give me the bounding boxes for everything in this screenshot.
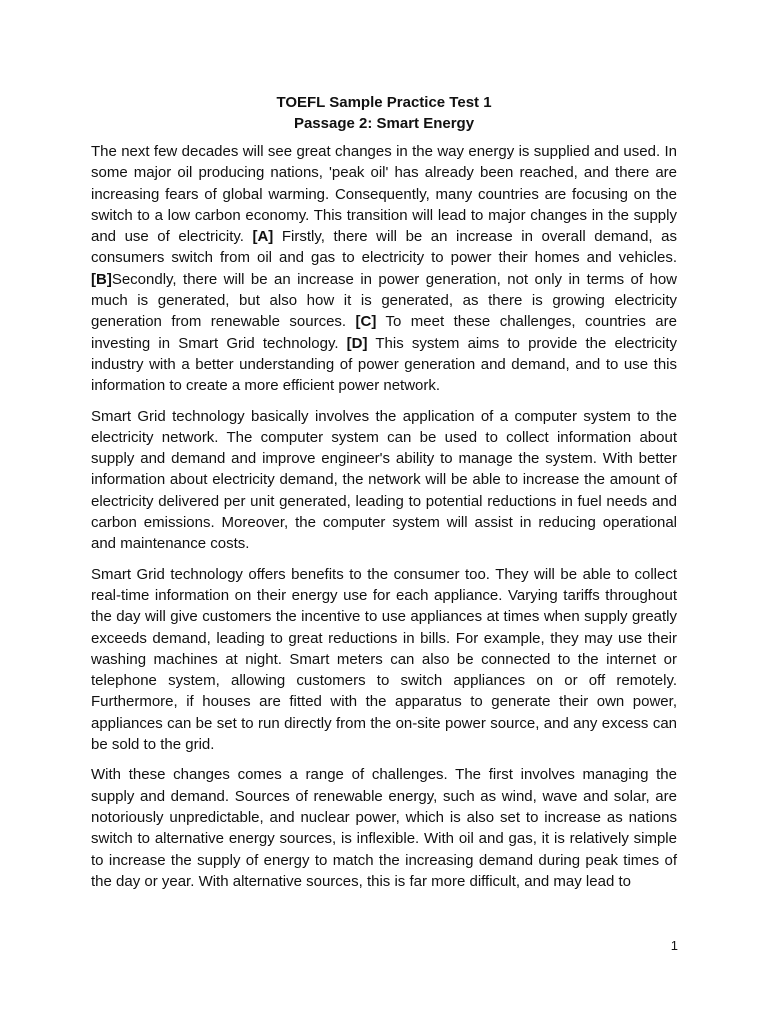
paragraph-1-text-2: Firstly, there will be an increase in overall demand, as consumers switch from oil and gas to electricity to power their homes and vehicles. — [91, 228, 677, 267]
page-number: 1 — [670, 938, 678, 953]
paragraph-1-text-3: Secondly, there will be an increase in power generation, not only in terms of how much is generated, but also how it is generated, as there is growing electricity generation from renewable sources. — [91, 270, 677, 331]
paragraph-1-text-1: The next few decades will see great changes in the way energy is supplied and used. In some major oil producing nations, 'peak oil' has already been reached, and there are increasing fears of global warming. Consequently, many countries are focusing on the switch to a low carbon economy. This transition will lead to major changes in the supply and use of electricity. — [91, 143, 677, 246]
insertion-marker-d: [D] — [346, 334, 368, 352]
paragraph-1-text-5: This system aims to provide the electricity industry with a better understanding of power generation and demand, and to use this information to create a more efficient power network. — [91, 334, 677, 395]
insertion-marker-a: [A] — [252, 228, 274, 246]
document-page — [91, 92, 677, 901]
paragraph-2: Smart Grid technology basically involves the application of a computer system to the electricity network. The computer system can be used to collect information about supply and demand and improve engineer's ability to manage the system. With better information about electricity demand, the network will be able to increase the amount of electricity delivered per unit generated, leading to potential reductions in fuel needs and carbon emissions. Moreover, the computer system will assist in reducing operational and maintenance costs. — [91, 407, 677, 553]
paragraph-3: Smart Grid technology offers benefits to the consumer too. They will be able to collect real-time information on their energy use for each appliance. Varying tariffs throughout the day will give customers the incentive to use appliances at times when supply greatly exceeds demand, leading to great reductions in bills. For example, they may use their washing machines at night. Smart meters can also be connected to the internet or telephone system, allowing customers to switch appliances on or off remotely. Furthermore, if houses are fitted with the apparatus to generate their own power, appliances can be set to run directly from the on-site power source, and any excess can be sold to the grid. — [91, 565, 677, 754]
insertion-marker-b: [B] — [91, 270, 112, 288]
paragraph-4: With these changes comes a range of challenges. The first involves managing the supply and demand. Sources of renewable energy, such as wind, wave and solar, are notoriously unpredictable, and nuclear power, which is also set to increase as nations switch to alternative energy sources, is inflexible. With oil and gas, it is relatively simple to increase the supply of energy to match the increasing demand during peak times of the day or year. With alternative sources, this is far more difficult, and may lead to — [91, 766, 677, 890]
paragraph-1-text-4: To meet these challenges, countries are investing in Smart Grid technology. — [91, 313, 677, 352]
document-title: TOEFL Sample Practice Test 1 — [276, 94, 492, 111]
paragraph-1 — [91, 141, 677, 397]
insertion-marker-c: [C] — [355, 313, 377, 331]
passage-subtitle: Passage 2: Smart Energy — [293, 115, 475, 132]
